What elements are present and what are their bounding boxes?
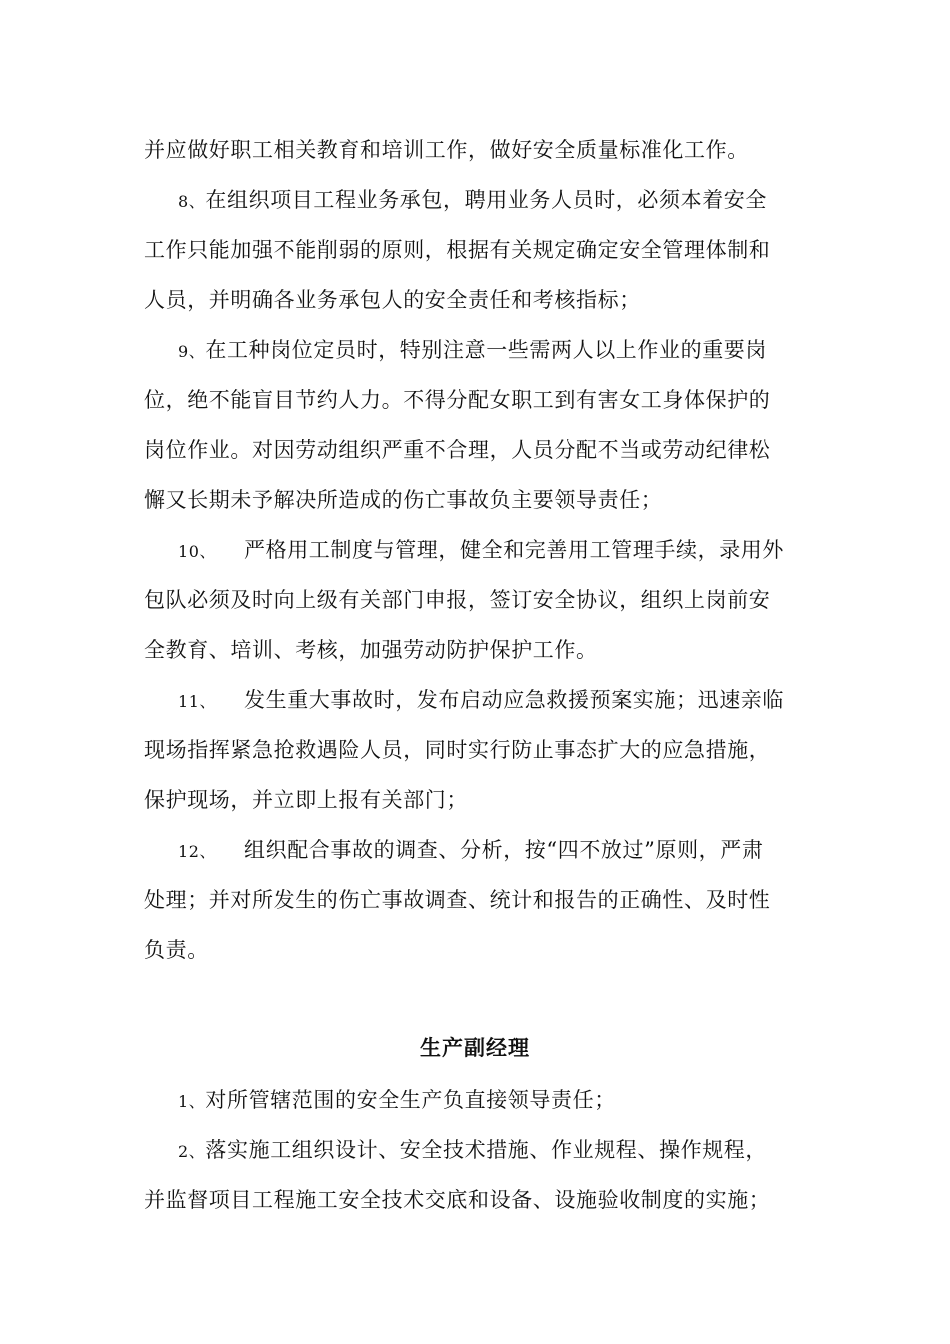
item-number: 2、 — [178, 1142, 206, 1161]
text-line — [144, 435, 809, 465]
list-item-12 — [178, 835, 809, 867]
text-span: 负责。 — [144, 938, 209, 962]
list-item-10 — [178, 535, 809, 567]
list-item-8 — [178, 185, 809, 217]
text-line — [144, 635, 809, 665]
text-span: 包队必须及时向上级有关部门申报，签订安全协议，组织上岗前安 — [144, 588, 771, 612]
list-item-11 — [178, 685, 809, 717]
list-item-2 — [178, 1135, 809, 1167]
text-span: 在组织项目工程业务承包，聘用业务人员时，必须本着安全 — [205, 188, 767, 212]
text-span: 全教育、培训、考核，加强劳动防护保护工作。 — [144, 638, 598, 662]
text-span: 工作只能加强不能削弱的原则，根据有关规定确定安全管理体制和 — [144, 238, 771, 262]
item-number: 11、 — [178, 692, 217, 711]
text-span: 组织配合事故的调查、分析，按“四不放过”原则，严肃 — [244, 838, 764, 862]
text-line — [144, 235, 809, 265]
item-number: 10、 — [178, 542, 217, 561]
text-line — [144, 885, 809, 915]
text-span: 严格用工制度与管理，健全和完善用工管理手续，录用外 — [244, 538, 784, 562]
text-line — [144, 1185, 809, 1215]
text-span: 懈又长期未予解决所造成的伤亡事故负主要领导责任； — [144, 488, 663, 512]
item-number: 9、 — [178, 342, 206, 361]
text-span: 在工种岗位定员时，特别注意一些需两人以上作业的重要岗 — [205, 338, 767, 362]
text-line — [144, 785, 809, 815]
text-line — [144, 285, 809, 315]
text-line — [144, 135, 809, 165]
text-span: 落实施工组织设计、安全技术措施、作业规程、操作规程， — [205, 1138, 767, 1162]
text-line — [144, 935, 809, 965]
text-span: 并监督项目工程施工安全技术交底和设备、设施验收制度的实施； — [144, 1188, 771, 1212]
list-item-1 — [178, 1085, 809, 1117]
text-span: 人员，并明确各业务承包人的安全责任和考核指标； — [144, 288, 641, 312]
text-span: 处理；并对所发生的伤亡事故调查、统计和报告的正确性、及时性 — [144, 888, 771, 912]
list-item-9 — [178, 335, 809, 367]
text-span: 位，绝不能盲目节约人力。不得分配女职工到有害女工身体保护的 — [144, 388, 771, 412]
text-span: 发生重大事故时，发布启动应急救援预案实施；迅速亲临 — [244, 688, 784, 712]
item-number: 8、 — [178, 192, 206, 211]
text-line — [144, 735, 809, 765]
item-number: 12、 — [178, 842, 217, 861]
text-line — [144, 385, 809, 415]
text-span: 岗位作业。对因劳动组织严重不合理，人员分配不当或劳动纪律松 — [144, 438, 771, 462]
text-line — [144, 485, 809, 515]
text-span: 并应做好职工相关教育和培训工作，做好安全质量标准化工作。 — [144, 138, 749, 162]
section-heading: 生产副经理 — [420, 1036, 530, 1060]
item-number: 1、 — [178, 1092, 206, 1111]
text-span: 对所管辖范围的安全生产负直接领导责任； — [205, 1088, 616, 1112]
text-span: 现场指挥紧急抢救遇险人员，同时实行防止事态扩大的应急措施， — [144, 738, 771, 762]
text-span: 保护现场，并立即上报有关部门； — [144, 788, 468, 812]
text-line — [144, 585, 809, 615]
